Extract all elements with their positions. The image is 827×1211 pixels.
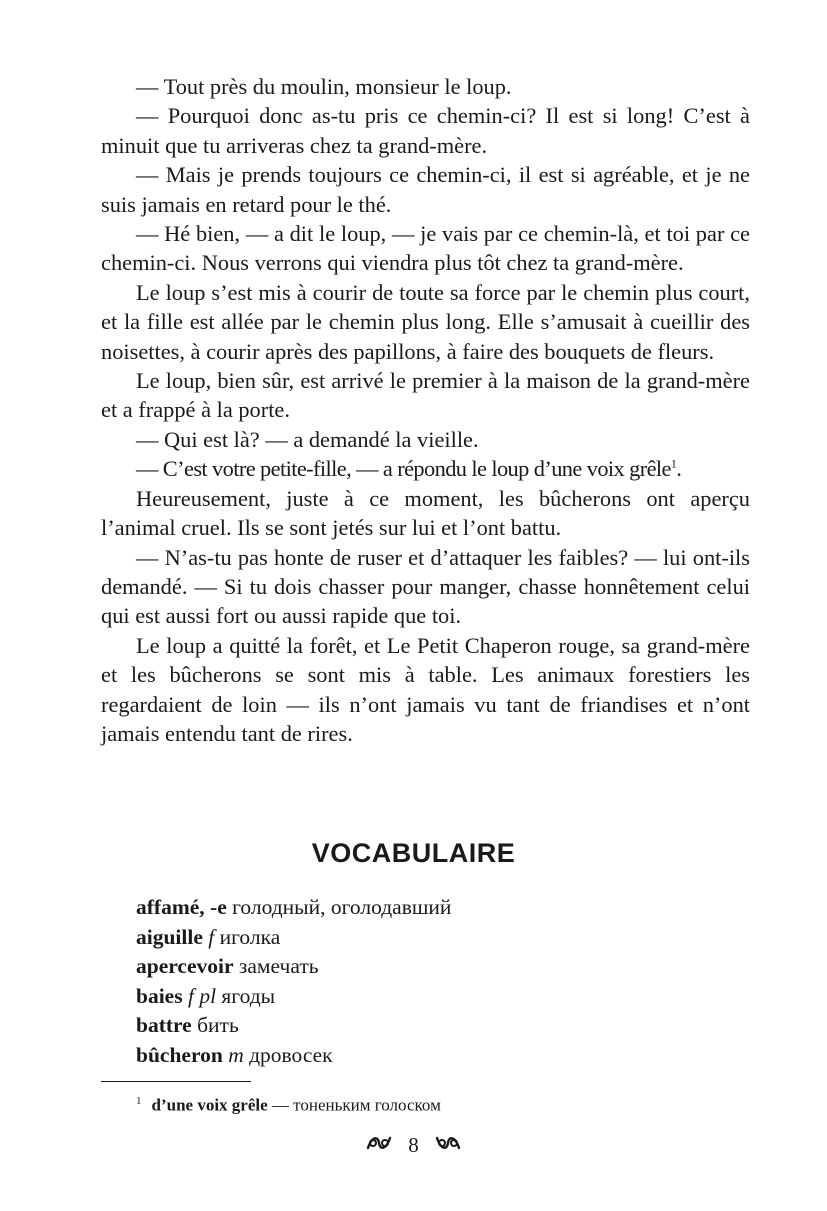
vocab-translation: ягоды	[221, 983, 276, 1008]
vocabulary-entry	[136, 982, 696, 1012]
paragraph-text: — C’est votre petite-fille, — a répondu le loup d’une voix grêle	[136, 456, 671, 482]
left-fleuron-icon	[366, 1132, 392, 1158]
right-fleuron-icon	[435, 1132, 461, 1158]
paragraph: — Qui est là? — a demandé la vieille.	[136, 426, 479, 452]
paragraph: Le loup a quitté la forêt, et Le Petit Chaperon rouge, sa grand-mère et les bûcherons se sont mis à table. Les animaux forestiers les regardaient de loin — ils n’ont jamais vu tant de friandises et n’ont jamais entendu tant de rires.	[101, 632, 750, 746]
paragraph-end: .	[676, 456, 682, 482]
vocab-word: bûcheron	[136, 1042, 223, 1067]
paragraph: — N’as-tu pas honte de ruser et d’attaquer les faibles? — lui ont-ils demandé. — Si tu dois chasser pour manger, chasse honnêtement celui qui est aussi fort ou aussi rapide que toi.	[101, 544, 750, 629]
vocabulary-entry	[136, 1041, 696, 1071]
vocab-word: battre	[136, 1013, 192, 1037]
vocabulary-entry	[136, 923, 696, 953]
vocabulary-list	[136, 893, 696, 1070]
vocab-translation: замечать	[238, 954, 319, 978]
vocab-translation: бить	[197, 1013, 239, 1037]
paragraph: Heureusement, juste à ce moment, les bûcherons ont aperçu l’animal cruel. Ils se sont jetés sur lui et l’ont battu.	[101, 485, 750, 541]
page-number: 8	[408, 1133, 419, 1158]
footnote-number: 1	[136, 1095, 142, 1107]
vocab-grammar: f	[208, 924, 215, 949]
vocab-word: affamé	[136, 895, 200, 919]
vocabulary-entry	[136, 893, 696, 923]
paragraph: Le loup s’est mis à courir de toute sa force par le chemin plus court, et la fille est allée par le chemin plus long. Elle s’amusait à cueillir des noisettes, à courir après des papillons, à faire des bouquets de fleurs.	[101, 279, 750, 364]
paragraph: — Mais je prends toujours ce chemin-ci, il est si agréable, et je ne suis jamais en retard pour le thé.	[101, 162, 750, 217]
paragraph: — Pourquoi donc as-tu pris ce chemin-ci? Il est si long! C’est à minuit que tu arriveras chez ta grand-mère.	[101, 103, 750, 158]
vocab-grammar: f pl	[187, 983, 217, 1008]
page-footer	[0, 1130, 827, 1158]
vocabulary-entry	[136, 952, 696, 982]
vocab-suffix: , -e	[199, 895, 227, 919]
paragraph: Le loup, bien sûr, est arrivé le premier à la maison de la grand-mère et a frappé à la porte.	[101, 368, 750, 423]
vocab-word: baies	[136, 983, 183, 1008]
paragraph-with-footnote	[101, 454, 750, 483]
vocabulary-heading: VOCABULAIRE	[311, 838, 516, 868]
story-text	[101, 72, 750, 748]
footnote-marker[interactable]: 1	[670, 456, 677, 471]
footnote	[136, 1090, 441, 1117]
vocabulary-entry	[136, 1011, 696, 1041]
paragraph: — Tout près du moulin, monsieur le loup.	[136, 74, 512, 99]
footnote-term: d’une voix grêle	[151, 1095, 268, 1115]
vocab-translation: голодный, оголодавший	[232, 895, 452, 919]
vocab-word: aiguille	[136, 924, 203, 949]
footnote-divider	[101, 1081, 251, 1082]
footnote-translation: — тоненьким голоском	[271, 1095, 441, 1115]
vocab-grammar: m	[228, 1042, 244, 1067]
vocab-word: apercevoir	[136, 954, 234, 978]
paragraph: — Hé bien, — a dit le loup, — je vais par ce chemin-là, et toi par ce chemin-ci. Nous verrons qui viendra plus tôt chez ta grand-mère.	[101, 221, 750, 276]
vocab-translation: иголка	[219, 924, 281, 949]
vocab-translation: дровосек	[249, 1042, 333, 1067]
